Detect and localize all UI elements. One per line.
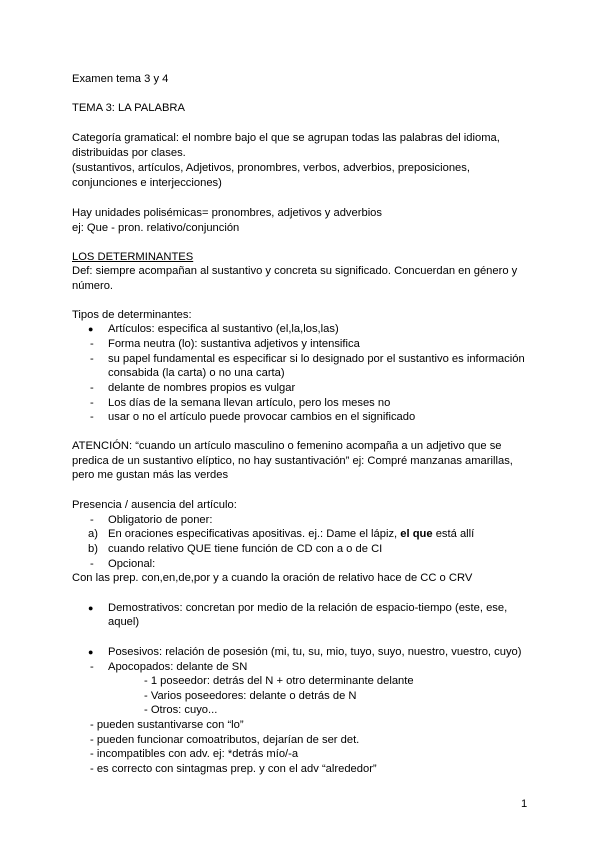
dash-marker: - [90,558,94,570]
demostrativos-line-1: Demostrativos: concretan por medio de la relación de espacio-tiempo (este, ese, [108,602,508,614]
presencia-a-text-end: está allí [432,528,475,540]
dash-marker: - [90,661,94,673]
presencia-item-b: cuando relativo QUE tiene función de CD con a o de CI [108,543,383,555]
posesivos-line: Posesivos: relación de posesión (mi, tu, su, mio, tuyo, suyo, nuestro, vuestro, cuyo) [108,646,522,658]
dash-marker: - [90,382,94,394]
dash-marker: - [90,411,94,423]
categoria-line-4: conjunciones e interjecciones) [72,177,222,189]
dash-marker: - [90,338,94,350]
polisemicas-line-2: ej: Que - pron. relativo/conjunción [72,222,240,234]
final-note: - incompatibles con adv. ej: *detrás mío/-a [90,748,299,760]
dash-marker: - [90,353,94,365]
final-note: - pueden sustantivarse con “lo” [90,719,244,731]
con-las-prep-line: Con las prep. con,en,de,por y a cuando la oración de relativo hace de CC o CRV [72,572,473,584]
def-line-2: número. [72,280,114,292]
apocopados-sub-item: - Otros: cuyo... [144,704,218,716]
tipos-item: su papel fundamental es especificar si lo designado por el sustantivo es información [108,353,525,365]
final-note: - pueden funcionar comoatributos, dejarían de ser det. [90,734,360,746]
atencion-line-1: ATENCIÓN: “cuando un artículo masculino o femenino acompaña a un adjetivo que se [72,440,502,452]
final-note: - es correcto con sintagmas prep. y con el adv “alrededor” [90,763,377,775]
bullet-marker: ● [88,324,94,334]
tipos-item: Artículos: especifica al sustantivo (el,la,los,las) [108,323,339,335]
letter-marker-a: a) [88,528,98,540]
def-line-1: Def: siempre acompañan al sustantivo y concreta su significado. Concuerdan en género y [72,265,518,277]
presencia-a-bold: el que [400,528,433,540]
tipos-item: Forma neutra (lo): sustantiva adjetivos y intensifica [108,338,360,350]
determinantes-heading: LOS DETERMINANTES [72,251,194,263]
apocopados-sub-item: - 1 poseedor: detrás del N + otro determinante delante [144,675,414,687]
atencion-line-2: predica de un sustantivo elíptico, no hay sustantivación” ej: Compré manzanas amarillas, [72,455,513,467]
categoria-line-1: Categoría gramatical: el nombre bajo el que se agrupan todas las palabras del idioma, [72,132,500,144]
polisemicas-line-1: Hay unidades polisémicas= pronombres, adjetivos y adverbios [72,207,382,219]
obligatorio-item: Obligatorio de poner: [108,514,213,526]
tipos-item: delante de nombres propios es vulgar [108,382,296,394]
tema-title: TEMA 3: LA PALABRA [72,102,185,114]
document-header: Examen tema 3 y 4 [72,73,169,85]
dash-marker: - [90,514,94,526]
tipos-heading: Tipos de determinantes: [72,309,192,321]
tipos-item: Los días de la semana llevan artículo, pero los meses no [108,397,391,409]
tipos-item-continuation: consabida (la carta) o no una carta) [108,367,285,379]
presencia-heading: Presencia / ausencia del artículo: [72,499,237,511]
page-number: 1 [521,798,528,810]
atencion-line-3: pero me gustan más las verdes [72,469,229,481]
opcional-item: Opcional: [108,558,156,570]
letter-marker-b: b) [88,543,98,555]
presencia-a-text: En oraciones especificativas apositivas. ej.: Dame el lápiz, [108,528,401,540]
apocopados-line: Apocopados: delante de SN [108,661,248,673]
dash-marker: - [90,397,94,409]
bullet-marker: ● [88,603,94,613]
presencia-item-a [108,527,474,541]
apocopados-sub-item: - Varios poseedores: delante o detrás de N [144,690,357,702]
bullet-marker: ● [88,647,94,657]
tipos-item: usar o no el artículo puede provocar cambios en el significado [108,411,416,423]
categoria-line-2: distribuidas por clases. [72,147,186,159]
categoria-line-3: (sustantivos, artículos, Adjetivos, pronombres, verbos, adverbios, preposiciones, [72,162,470,174]
demostrativos-line-2: aquel) [108,616,140,628]
